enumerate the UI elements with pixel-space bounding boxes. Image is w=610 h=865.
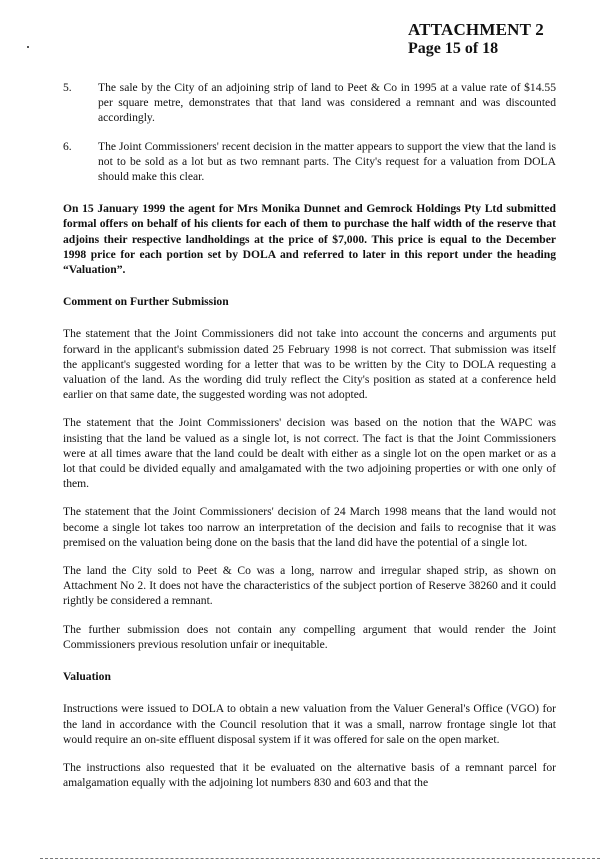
paragraph: The statement that the Joint Commissioners' decision of 24 March 1998 means that the land would not become a single lot takes too narrow an interpretation of the decision and fails to recognise that it was premised on the valuation being done on the basis that the land did have the potential of a single lot. — [63, 505, 556, 549]
page-bottom-rule — [40, 858, 600, 859]
paragraph: The land the City sold to Peet & Co was a long, narrow and irregular shaped strip, as shown on Attachment No 2. It does not have the characteristics of the subject portion of Reserve 38260 and it could rightly be considered a remnant. — [63, 564, 556, 608]
numbered-item — [63, 80, 556, 126]
item-text: The Joint Commissioners' recent decision in the matter appears to support the view that the land is not to be sold as a lot but as two remnant parts. The City's request for a valuation from DOLA should make this clear. — [98, 139, 556, 184]
paragraph: The further submission does not contain any compelling argument that would render the Joint Commissioners previous resolution unfair or inequitable. — [63, 622, 556, 651]
paragraph: The statement that the Joint Commissioners did not take into account the concerns and arguments put forward in the applicant's submission dated 25 February 1998 is not correct. That submission was itself the applicant's suggested wording for a letter that was to be written by the City to DOLA requesting a valuation of the land. As the wording did truly reflect the City's position as stated at a conference held earlier on that same date, the suggested wording was not adopted. — [63, 327, 556, 402]
scan-speck — [27, 46, 29, 48]
paragraph: The statement that the Joint Commissioners' decision was based on the notion that the WAPC was insisting that the land be valued as a single lot, is not correct. The fact is that the Joint Commissioners were at all times aware that the land could be dealt with either as a single lot on the open market or as a lot that could be divided equally and amalgamated with the two adjoining properties or with one only of them. — [63, 416, 556, 491]
section-heading-valuation: Valuation — [63, 670, 111, 684]
item-text: The sale by the City of an adjoining strip of land to Peet & Co in 1995 at a value rate of $14.55 per square metre, demonstrates that that land was considered a remnant and was discounted accordingly. — [98, 81, 556, 125]
page-header — [408, 20, 544, 58]
section-heading-further-submission: Comment on Further Submission — [63, 295, 229, 309]
document-body — [63, 80, 556, 790]
page-number: Page 15 of 18 — [407, 40, 499, 57]
item-number: 6. — [63, 139, 72, 153]
item-number: 5. — [63, 81, 72, 94]
attachment-label: ATTACHMENT 2 — [407, 20, 544, 39]
paragraph: Instructions were issued to DOLA to obtain a new valuation from the Valuer General's Office (VGO) for the land in accordance with the Council resolution that it was a small, narrow frontage single lot that would require an on-site effluent disposal system if it was offered for sale on the open market. — [63, 702, 556, 746]
numbered-item — [63, 139, 556, 185]
offer-paragraph: On 15 January 1999 the agent for Mrs Monika Dunnet and Gemrock Holdings Pty Ltd submitted formal offers on behalf of his clients for each of them to purchase the half width of the reserve that adjoins their respective landholdings at the price of $7,000. This price is equal to the December 1998 price for each portion set by DOLA and referred to later in this report under the heading “Valuation”. — [63, 202, 556, 277]
paragraph: The instructions also requested that it be evaluated on the alternative basis of a remnant parcel for amalgamation equally with the adjoining lot numbers 830 and 603 and that the — [63, 760, 556, 790]
